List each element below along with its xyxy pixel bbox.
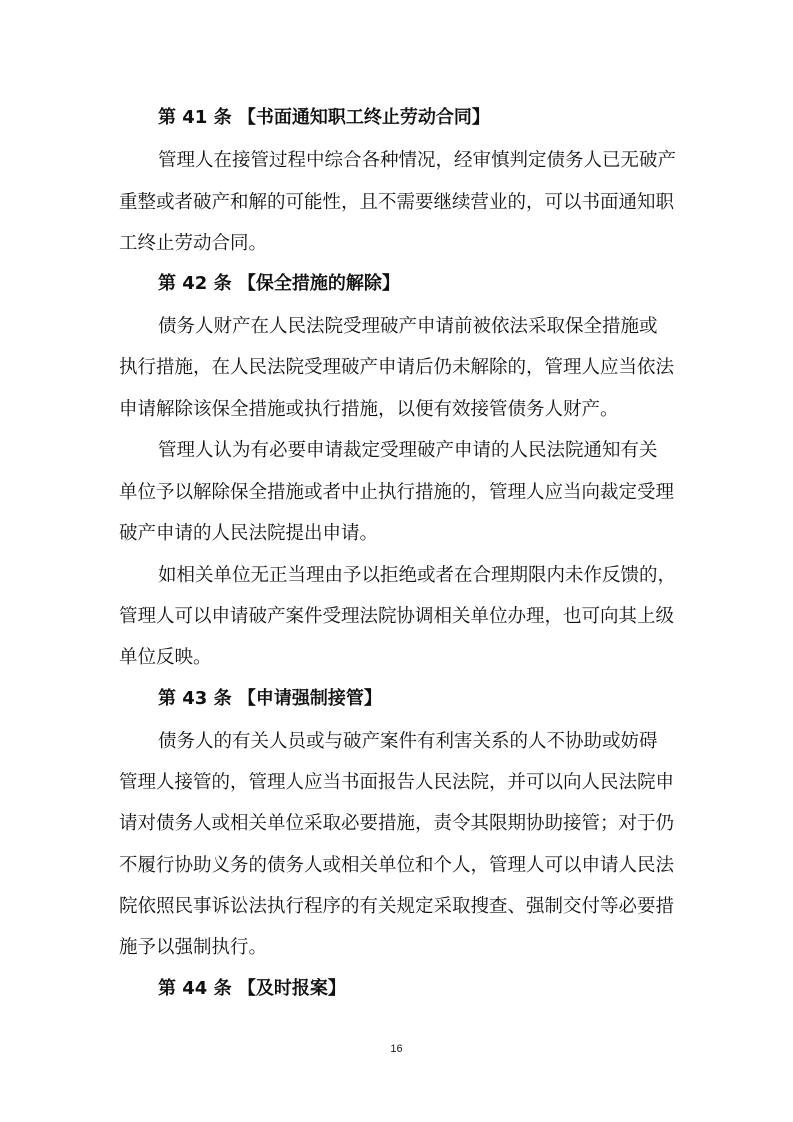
article-43-line-5: 院依照民事诉讼法执行程序的有关规定采取搜查、强制交付等必要措 — [119, 896, 675, 917]
article-42-line-7: 如相关单位无正当理由予以拒绝或者在合理期限内未作反馈的， — [158, 565, 677, 586]
article-42-line-4: 管理人认为有必要申请裁定受理破产申请的人民法院通知有关 — [158, 440, 658, 461]
article-43-line-1: 债务人的有关人员或与破产案件有利害关系的人不协助或妨碍 — [158, 731, 658, 752]
article-44-heading: 第 44 条 【及时报案】 — [158, 978, 346, 999]
article-43-line-4: 不履行协助义务的债务人或相关单位和个人，管理人可以申请人民法 — [119, 855, 675, 876]
article-41-line-3: 工终止劳动合同。 — [119, 233, 268, 254]
page-number: 16 — [390, 1043, 403, 1055]
article-43-line-2: 管理人接管的，管理人应当书面报告人民法院，并可以向人民法院申 — [119, 772, 675, 793]
article-43-line-6: 施予以强制执行。 — [119, 937, 268, 958]
article-42-heading: 第 42 条 【保全措施的解除】 — [158, 273, 400, 294]
article-42-line-3: 申请解除该保全措施或执行措施，以便有效接管债务人财产。 — [119, 399, 619, 420]
article-42-line-6: 破产申请的人民法院提出申请。 — [119, 523, 379, 544]
article-43-line-3: 请对债务人或相关单位采取必要措施，责令其限期协助接管；对于仍 — [119, 813, 675, 834]
article-42-line-2: 执行措施，在人民法院受理破产申请后仍未解除的，管理人应当依法 — [119, 357, 675, 378]
article-41-line-1: 管理人在接管过程中综合各种情况，经审慎判定债务人已无破产 — [158, 150, 677, 171]
article-41-heading: 第 41 条 【书面通知职工终止劳动合同】 — [158, 107, 490, 128]
article-43-heading: 第 43 条 【申请强制接管】 — [158, 688, 382, 709]
article-42-line-8: 管理人可以申请破产案件受理法院协调相关单位办理，也可向其上级 — [119, 606, 675, 627]
article-42-line-9: 单位反映。 — [119, 647, 212, 668]
article-42-line-1: 债务人财产在人民法院受理破产申请前被依法采取保全措施或 — [158, 316, 658, 337]
article-41-line-2: 重整或者破产和解的可能性，且不需要继续营业的，可以书面通知职 — [119, 192, 675, 213]
article-42-line-5: 单位予以解除保全措施或者中止执行措施的，管理人应当向裁定受理 — [119, 482, 675, 503]
